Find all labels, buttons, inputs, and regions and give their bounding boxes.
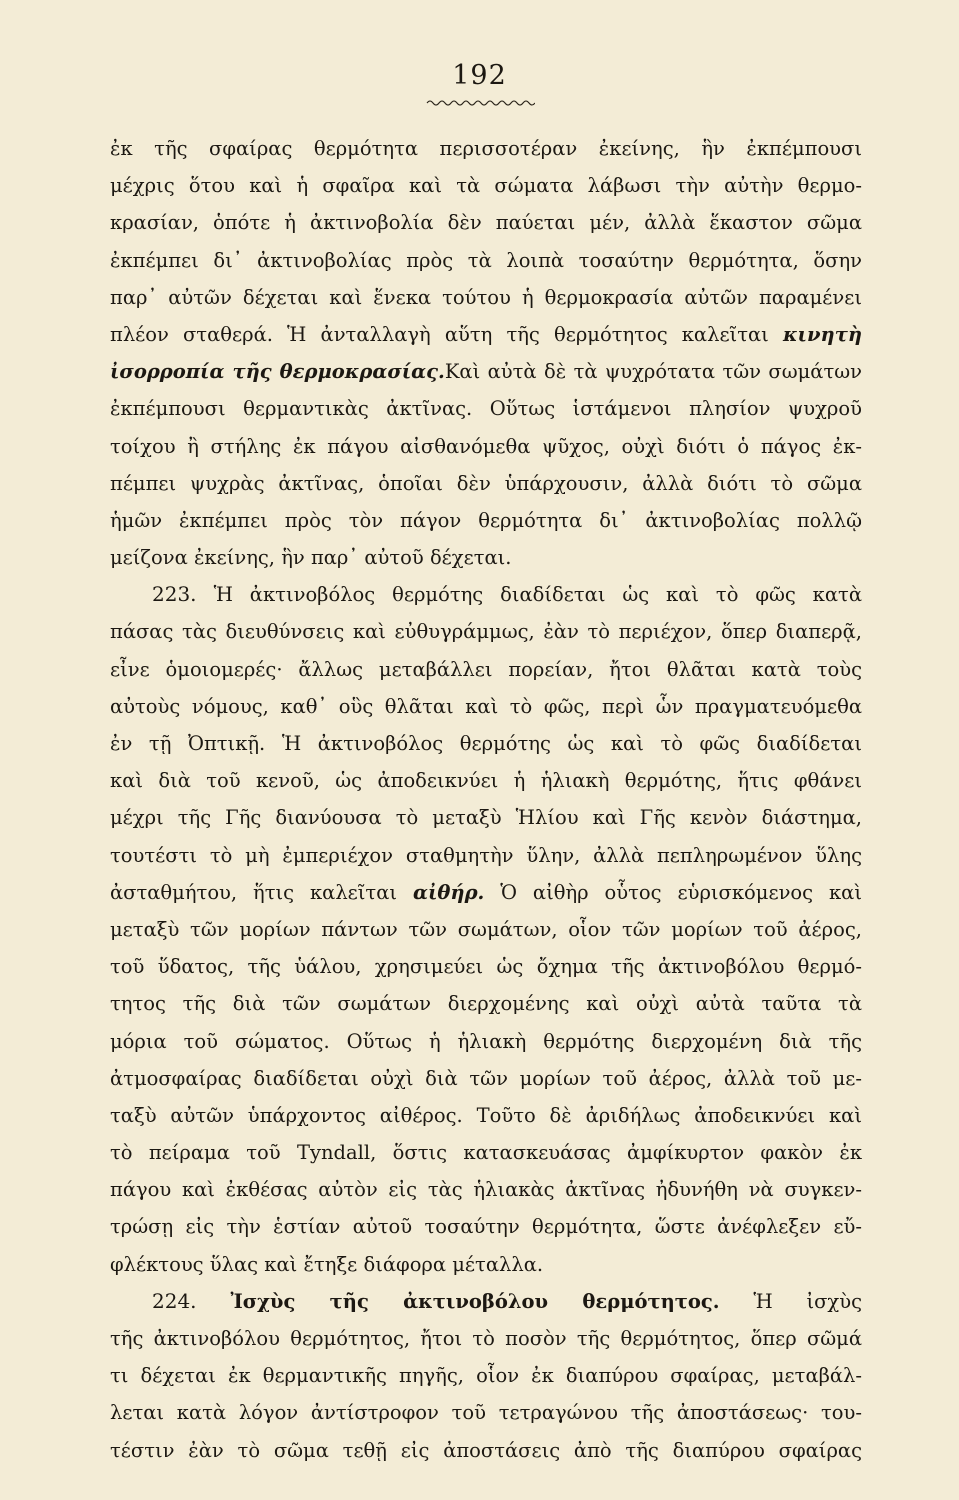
text-segment: Ὁ αἰθὴρ οὗτος εὑρισκόμενος καὶ [484, 880, 862, 904]
text-line [110, 1208, 862, 1245]
text-segment: τι δέχεται ἐκ θερμαντικῆς πηγῆς, οἷον ἐκ διαπύρου σφαίρας, μεταβάλ- [110, 1364, 862, 1388]
emphasized-text: ἰσορροπία τῆς θερμοκρασίας. [110, 360, 445, 384]
text-segment: μεταξὺ τῶν μορίων πάντων τῶν σωμάτων, οἷον τῶν μορίων τοῦ ἀέρος, [110, 917, 862, 941]
text-segment: καὶ διὰ τοῦ κενοῦ, ὡς ἀποδεικνύει ἡ ἡλιακὴ θερμότης, ἥτις φθάνει [110, 769, 862, 793]
text-line [110, 911, 862, 948]
text-line [110, 985, 862, 1022]
text-segment: λεται κατὰ λόγον ἀντίστροφον τοῦ τετραγώνου τῆς ἀποστάσεως· του- [110, 1401, 862, 1425]
text-segment: τρώσῃ εἰς τὴν ἑστίαν αὐτοῦ τοσαύτην θερμότητα, ὥστε ἀνέφλεξεν εὔ- [110, 1215, 862, 1239]
text-line [110, 1283, 862, 1320]
emphasized-text: Ἰσχὺς τῆς ἀκτινοβόλου θερμότητος. [230, 1289, 720, 1313]
text-line [110, 1320, 862, 1357]
text-segment: τὸ πείραμα τοῦ Tyndall, ὅστις κατασκευάσας ἀμφίκυρτον φακὸν ἐκ [110, 1141, 862, 1165]
text-line [110, 539, 862, 576]
text-line [110, 242, 862, 279]
text-segment: ἀτμοσφαίρας διαδίδεται οὐχὶ διὰ τῶν μορίων τοῦ ἀέρος, ἀλλὰ τοῦ με- [110, 1066, 862, 1090]
emphasized-text: αἰθήρ. [412, 880, 485, 904]
text-segment: τητος τῆς διὰ τῶν σωμάτων διερχομένης καὶ οὐχὶ αὐτὰ ταῦτα τὰ [110, 992, 862, 1016]
text-segment: ἐκπέμπει δι᾽ ἀκτινοβολίας πρὸς τὰ λοιπὰ τοσαύτην θερμότητα, ὅσην [110, 248, 862, 272]
text-segment: φλέκτους ὕλας καὶ ἔτηξε διάφορα μέταλλα. [110, 1252, 544, 1276]
text-segment: μείζονα ἐκείνης, ἣν παρ᾽ αὐτοῦ δέχεται. [110, 546, 512, 570]
text-segment: τῆς ἀκτινοβόλου θερμότητος, ἤτοι τὸ ποσὸν τῆς θερμότητος, ὅπερ σῶμά [110, 1327, 862, 1350]
text-segment: τοίχου ἢ στήλης ἐκ πάγου αἰσθανόμεθα ψῦχος, οὐχὶ διότι ὁ πάγος ἐκ- [110, 434, 862, 458]
body-text [110, 130, 862, 1469]
text-line [110, 1134, 862, 1171]
wavy-rule-ornament [425, 98, 535, 108]
text-segment: ἐκπέμπουσι θερμαντικὰς ἀκτῖνας. Οὕτως ἱστάμενοι πλησίον ψυχροῦ [110, 397, 862, 421]
text-line [110, 353, 862, 390]
text-segment: ἐκ τῆς σφαίρας θερμότητα περισσοτέραν ἐκείνης, ἣν ἐκπέμπουσι [110, 137, 862, 160]
text-line [110, 688, 862, 725]
text-line [110, 1060, 862, 1097]
text-line [110, 1171, 862, 1208]
text-line [110, 465, 862, 502]
text-line [110, 502, 862, 539]
text-line [110, 316, 862, 353]
text-line [110, 1246, 862, 1283]
text-line [110, 204, 862, 241]
text-segment: τουτέστι τὸ μὴ ἐμπεριέχον σταθμητὴν ὕλην, ἀλλὰ πεπληρωμένον ὕλης [110, 843, 862, 867]
text-segment: ἡμῶν ἐκπέμπει πρὸς τὸν πάγον θερμότητα δι᾽ ἀκτινοβολίας πολλῷ [110, 508, 862, 532]
text-segment: τέστιν ἐὰν τὸ σῶμα τεθῇ εἰς ἀποστάσεις ἀπὸ τῆς διαπύρου σφαίρας [110, 1438, 862, 1462]
text-segment: μόρια τοῦ σώματος. Οὕτως ἡ ἡλιακὴ θερμότης διερχομένη διὰ τῆς [110, 1029, 862, 1053]
text-line [110, 1394, 862, 1431]
page-number: 192 [452, 60, 507, 91]
text-segment: μέχρι τῆς Γῆς διανύουσα τὸ μεταξὺ Ἡλίου καὶ Γῆς κενὸν διάστημα, [110, 806, 862, 830]
text-segment: μέχρις ὅτου καὶ ἡ σφαῖρα καὶ τὰ σώματα λάβωσι τὴν αὐτὴν θερμο- [110, 174, 862, 198]
text-segment: Καὶ αὐτὰ δὲ τὰ ψυχρότατα τῶν σωμάτων [444, 360, 862, 384]
emphasized-text: κινητὴ [782, 322, 862, 346]
text-line [110, 725, 862, 762]
text-segment: πέμπει ψυχρὰς ἀκτῖνας, ὁποῖαι δὲν ὑπάρχουσιν, ἀλλὰ διότι τὸ σῶμα [110, 471, 862, 495]
text-segment: πλέον σταθερά. Ἡ ἀνταλλαγὴ αὕτη τῆς θερμότητος καλεῖται [110, 322, 783, 346]
paragraph-number: 224. [152, 1288, 231, 1313]
text-segment: κρασίαν, ὁπότε ἡ ἀκτινοβολία δὲν παύεται μέν, ἀλλὰ ἕκαστον σῶμα [110, 211, 862, 235]
text-line [110, 837, 862, 874]
text-segment: αὐτοὺς νόμους, καθ᾽ οὓς θλᾶται καὶ τὸ φῶς, περὶ ὧν πραγματευόμεθα [110, 694, 862, 718]
text-line [110, 651, 862, 688]
text-line [110, 948, 862, 985]
text-line [110, 279, 862, 316]
text-line [110, 1023, 862, 1060]
text-line [110, 613, 862, 650]
text-segment: εἶνε ὁμοιομερές· ἄλλως μεταβάλλει πορείαν, ἤτοι θλᾶται κατὰ τοὺς [110, 657, 862, 681]
text-line [110, 1097, 862, 1134]
text-line [110, 874, 862, 911]
text-segment: Ἡ ἰσχὺς [719, 1289, 863, 1313]
text-line [110, 390, 862, 427]
text-line [110, 130, 862, 167]
text-line [110, 1357, 862, 1394]
text-segment: ταξὺ αὐτῶν ὑπάρχοντος αἰθέρος. Τοῦτο δὲ ἀριδήλως ἀποδεικνύει καὶ [110, 1103, 862, 1127]
text-line [110, 799, 862, 836]
text-line [110, 576, 862, 613]
text-line [110, 1432, 862, 1469]
text-segment: ἐν τῇ Ὀπτικῇ. Ἡ ἀκτινοβόλος θερμότης ὡς καὶ τὸ φῶς διαδίδεται [110, 732, 862, 755]
text-line [110, 428, 862, 465]
text-segment: ἀσταθμήτου, ἥτις καλεῖται [110, 880, 413, 904]
text-line [110, 762, 862, 799]
text-segment: Ἡ ἀκτινοβόλος θερμότης διαδίδεται ὡς καὶ τὸ φῶς κατὰ [213, 583, 862, 607]
text-segment: πάγου καὶ ἐκθέσας αὐτὸν εἰς τὰς ἡλιακὰς ἀκτῖνας ἠδυνήθη νὰ συγκεν- [110, 1178, 862, 1202]
text-segment: πάσας τὰς διευθύνσεις καὶ εὐθυγράμμως, ἐὰν τὸ περιέχον, ὅπερ διαπερᾷ, [110, 620, 862, 644]
text-segment: παρ᾽ αὐτῶν δέχεται καὶ ἕνεκα τούτου ἡ θερμοκρασία αὐτῶν παραμένει [110, 285, 862, 309]
text-line [110, 167, 862, 204]
text-segment: τοῦ ὕδατος, τῆς ὑάλου, χρησιμεύει ὡς ὄχημα τῆς ἀκτινοβόλου θερμό- [110, 955, 862, 979]
paragraph-number: 223. [152, 582, 214, 607]
